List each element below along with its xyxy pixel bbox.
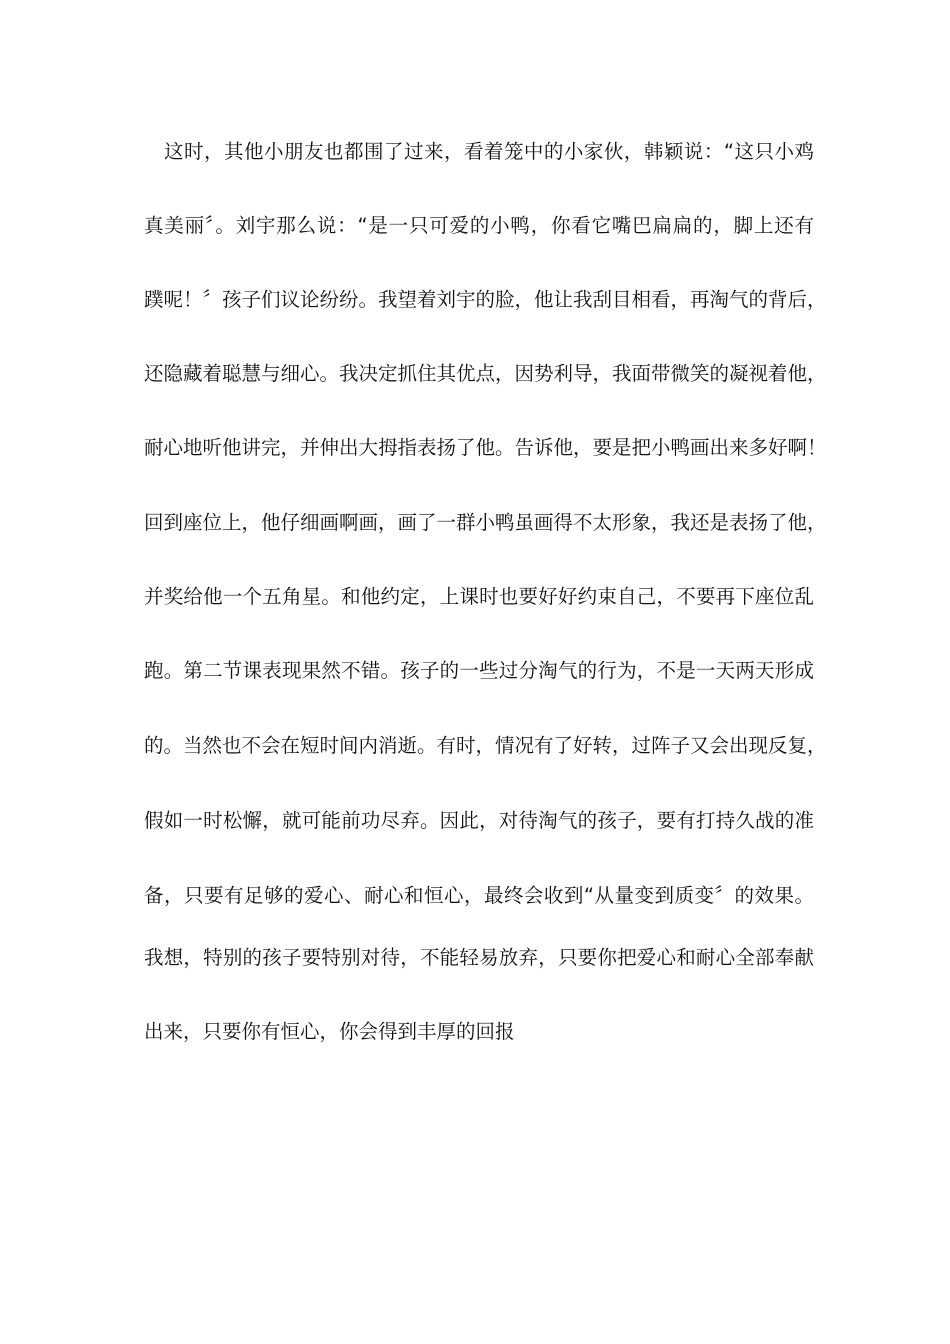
paragraph-line: 备，只要有足够的爱心、耐心和恒心，最终会收到“从量变到质变〞的效果。: [144, 884, 814, 907]
paragraph-line: 蹼呢！〞孩子们议论纷纷。我望着刘宇的脸，他让我刮目相看，再淘气的背后，: [144, 288, 827, 311]
paragraph-line-last: 出来，只要你有恒心，你会得到丰厚的回报: [144, 1020, 515, 1043]
paragraph-line: 我想，特别的孩子要特别对待，不能轻易放弃，只要你把爱心和耐心全部奉献: [144, 946, 814, 969]
paragraph-line: 假如一时松懈，就可能前功尽弃。因此，对待淘气的孩子，要有打持久战的准: [144, 809, 814, 832]
paragraph-line: 并奖给他一个五角星。和他约定，上课时也要好好约束自己，不要再下座位乱: [144, 585, 814, 608]
paragraph-line: 真美丽〞。刘宇那么说：“是一只可爱的小鸭，你看它嘴巴扁扁的，脚上还有: [144, 214, 814, 237]
paragraph-line: 回到座位上，他仔细画啊画，画了一群小鸭虽画得不太形象，我还是表扬了他，: [144, 511, 827, 534]
paragraph-line: 这时，其他小朋友也都围了过来，看着笼中的小家伙，韩颖说：“这只小鸡: [144, 140, 814, 163]
paragraph-line: 还隐藏着聪慧与细心。我决定抓住其优点，因势利导，我面带微笑的凝视着他，: [144, 362, 827, 385]
paragraph-line: 跑。第二节课表现果然不错。孩子的一些过分淘气的行为，不是一天两天形成: [144, 659, 814, 682]
paragraph-line: 的。当然也不会在短时间内消逝。有时，情况有了好转，过阵子又会出现反复，: [144, 734, 827, 757]
paragraph-line: 耐心地听他讲完，并伸出大拇指表扬了他。告诉他，要是把小鸭画出来多好啊！: [144, 436, 827, 459]
